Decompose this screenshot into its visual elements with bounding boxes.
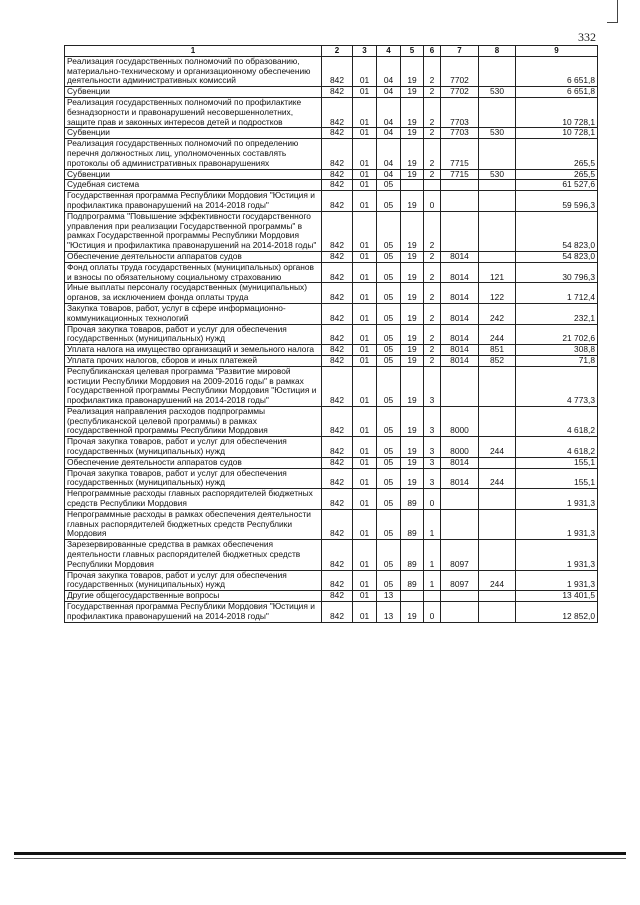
bottom-rule [14,852,626,855]
table-row [65,509,598,539]
row-name-cell: Судебная система [65,180,322,191]
expense-type-cell [479,56,516,86]
direction-cell [441,180,479,191]
section-cell: 01 [353,324,377,345]
subprogram-cell: 3 [424,437,441,458]
subprogram-cell: 2 [424,355,441,366]
expense-type-cell: 244 [479,468,516,489]
amount-cell: 1 931,3 [516,489,598,510]
subsection-cell: 05 [377,191,401,212]
header-cell: 6 [424,46,441,57]
subsection-cell: 05 [377,406,401,436]
table-row [65,191,598,212]
row-name-cell: Уплата налога на имущество организаций и земельного налога [65,345,322,356]
direction-cell [441,211,479,251]
direction-cell [441,602,479,623]
program-cell: 19 [401,303,424,324]
section-cell: 01 [353,180,377,191]
program-cell: 19 [401,211,424,251]
section-cell: 01 [353,283,377,304]
subprogram-cell: 0 [424,191,441,212]
table-row [65,345,598,356]
row-name-cell: Другие общегосударственные вопросы [65,591,322,602]
amount-cell: 1 931,3 [516,509,598,539]
subprogram-cell [424,591,441,602]
program-cell: 19 [401,169,424,180]
section-cell: 01 [353,169,377,180]
expense-type-cell: 852 [479,355,516,366]
code-cell: 842 [322,180,353,191]
code-cell: 842 [322,211,353,251]
row-name-cell: Прочая закупка товаров, работ и услуг для обеспечения государственных (муниципальных) нужд [65,570,322,591]
subsection-cell: 05 [377,180,401,191]
table-row [65,169,598,180]
direction-cell [441,366,479,406]
direction-cell: 8014 [441,251,479,262]
row-name-cell: Прочая закупка товаров, работ и услуг для обеспечения государственных (муниципальных) нужд [65,437,322,458]
expense-type-cell [479,211,516,251]
program-cell: 19 [401,324,424,345]
row-name-cell: Субвенции [65,169,322,180]
expense-type-cell [479,366,516,406]
code-cell: 842 [322,540,353,570]
subsection-cell: 05 [377,345,401,356]
row-name-cell: Обеспечение деятельности аппаратов судов [65,251,322,262]
code-cell: 842 [322,97,353,127]
section-cell: 01 [353,345,377,356]
amount-cell: 155,1 [516,468,598,489]
subprogram-cell: 1 [424,540,441,570]
table-row [65,87,598,98]
amount-cell: 155,1 [516,457,598,468]
program-cell: 19 [401,262,424,283]
section-cell: 01 [353,570,377,591]
row-name-cell: Прочая закупка товаров, работ и услуг для обеспечения государственных (муниципальных) нужд [65,468,322,489]
code-cell: 842 [322,56,353,86]
direction-cell [441,509,479,539]
section-cell: 01 [353,509,377,539]
amount-cell: 308,8 [516,345,598,356]
header-cell: 8 [479,46,516,57]
row-name-cell: Государственная программа Республики Мордовия "Юстиция и профилактика правонарушений на 2014-2018 годы" [65,191,322,212]
subsection-cell: 13 [377,591,401,602]
section-cell: 01 [353,87,377,98]
amount-cell: 1 712,4 [516,283,598,304]
header-cell: 4 [377,46,401,57]
row-name-cell: Зарезервированные средства в рамках обеспечения деятельности главных распорядителей бюджетных средств Республики Мордовия [65,540,322,570]
direction-cell: 8014 [441,262,479,283]
subsection-cell: 05 [377,355,401,366]
table-header-row [65,46,598,57]
direction-cell: 8014 [441,324,479,345]
amount-cell: 6 651,8 [516,56,598,86]
table-row [65,139,598,169]
direction-cell: 8097 [441,540,479,570]
amount-cell: 21 702,6 [516,324,598,345]
table-row [65,591,598,602]
section-cell: 01 [353,262,377,283]
subsection-cell: 05 [377,570,401,591]
row-name-cell: Субвенции [65,128,322,139]
amount-cell: 4 618,2 [516,406,598,436]
row-name-cell: Закупка товаров, работ, услуг в сфере информационно-коммуникационных технологий [65,303,322,324]
subsection-cell: 05 [377,303,401,324]
amount-cell: 61 527,6 [516,180,598,191]
section-cell: 01 [353,406,377,436]
code-cell: 842 [322,128,353,139]
table-row [65,540,598,570]
table-row [65,468,598,489]
section-cell: 01 [353,540,377,570]
amount-cell: 1 931,3 [516,570,598,591]
program-cell: 19 [401,355,424,366]
subsection-cell: 05 [377,324,401,345]
program-cell: 89 [401,509,424,539]
subprogram-cell: 2 [424,211,441,251]
subsection-cell: 05 [377,468,401,489]
header-cell: 7 [441,46,479,57]
expense-type-cell: 851 [479,345,516,356]
direction-cell: 7702 [441,87,479,98]
subsection-cell: 04 [377,139,401,169]
table-row [65,406,598,436]
direction-cell: 7703 [441,97,479,127]
subsection-cell: 05 [377,509,401,539]
subprogram-cell: 3 [424,366,441,406]
code-cell: 842 [322,169,353,180]
program-cell: 19 [401,602,424,623]
table-row [65,211,598,251]
expense-type-cell [479,180,516,191]
section-cell: 01 [353,468,377,489]
section-cell: 01 [353,128,377,139]
row-name-cell: Реализация направления расходов подпрограммы (республиканской целевой программы) в рамках государственной программы Республики Мордовия [65,406,322,436]
program-cell: 89 [401,540,424,570]
amount-cell: 6 651,8 [516,87,598,98]
direction-cell [441,191,479,212]
expense-type-cell: 530 [479,169,516,180]
program-cell: 89 [401,489,424,510]
subprogram-cell: 2 [424,262,441,283]
subprogram-cell: 2 [424,303,441,324]
section-cell: 01 [353,139,377,169]
direction-cell: 8014 [441,345,479,356]
subprogram-cell: 2 [424,139,441,169]
code-cell: 842 [322,509,353,539]
subprogram-cell: 1 [424,509,441,539]
code-cell: 842 [322,366,353,406]
code-cell: 842 [322,489,353,510]
row-name-cell: Реализация государственных полномочий по определению перечня должностных лиц, уполномоченных составлять протоколы об административных правонарушениях [65,139,322,169]
direction-cell: 7715 [441,169,479,180]
expense-type-cell: 122 [479,283,516,304]
section-cell: 01 [353,355,377,366]
section-cell: 01 [353,191,377,212]
subsection-cell: 04 [377,128,401,139]
amount-cell: 54 823,0 [516,251,598,262]
program-cell: 19 [401,366,424,406]
program-cell: 19 [401,191,424,212]
direction-cell [441,591,479,602]
expense-type-cell [479,591,516,602]
subprogram-cell: 2 [424,324,441,345]
subsection-cell: 05 [377,262,401,283]
program-cell: 19 [401,128,424,139]
program-cell: 89 [401,570,424,591]
code-cell: 842 [322,591,353,602]
section-cell: 01 [353,251,377,262]
table-row [65,602,598,623]
program-cell: 19 [401,56,424,86]
subsection-cell: 04 [377,97,401,127]
code-cell: 842 [322,324,353,345]
expense-type-cell [479,251,516,262]
amount-cell: 265,5 [516,139,598,169]
section-cell: 01 [353,97,377,127]
direction-cell: 8014 [441,468,479,489]
row-name-cell: Подпрограмма "Повышение эффективности государственного управления при реализации Государственной программы" в рамках Государственной программы Республики Мордовия "Юстиция и профилактика правонарушений на 2014-2018 годы" [65,211,322,251]
subprogram-cell: 3 [424,406,441,436]
subprogram-cell: 2 [424,128,441,139]
section-cell: 01 [353,303,377,324]
subprogram-cell: 2 [424,251,441,262]
row-name-cell: Иные выплаты персоналу государственных (муниципальных) органов, за исключением фонда оплаты труда [65,283,322,304]
subsection-cell: 05 [377,437,401,458]
program-cell: 19 [401,406,424,436]
header-cell: 9 [516,46,598,57]
subprogram-cell: 1 [424,570,441,591]
row-name-cell: Республиканская целевая программа "Развитие мировой юстиции Республики Мордовия на 2009-2016 годы" в рамках Государственной программы Республики Мордовия "Юстиция и профилактика правонарушений на 2014-2018 годы" [65,366,322,406]
direction-cell: 8097 [441,570,479,591]
code-cell: 842 [322,139,353,169]
table-row [65,366,598,406]
table-row [65,283,598,304]
amount-cell: 71,8 [516,355,598,366]
amount-cell: 265,5 [516,169,598,180]
expense-type-cell: 121 [479,262,516,283]
subsection-cell: 04 [377,56,401,86]
subprogram-cell [424,180,441,191]
expense-type-cell: 530 [479,87,516,98]
amount-cell: 232,1 [516,303,598,324]
header-cell: 3 [353,46,377,57]
code-cell: 842 [322,406,353,436]
amount-cell: 10 728,1 [516,128,598,139]
row-name-cell: Непрограммные расходы главных распорядителей бюджетных средств Республики Мордовия [65,489,322,510]
amount-cell: 4 773,3 [516,366,598,406]
expense-type-cell: 242 [479,303,516,324]
amount-cell: 12 852,0 [516,602,598,623]
code-cell: 842 [322,191,353,212]
subprogram-cell: 0 [424,489,441,510]
table-row [65,180,598,191]
direction-cell: 8014 [441,283,479,304]
amount-cell: 10 728,1 [516,97,598,127]
section-cell: 01 [353,591,377,602]
amount-cell: 13 401,5 [516,591,598,602]
code-cell: 842 [322,303,353,324]
subsection-cell: 05 [377,540,401,570]
subprogram-cell: 2 [424,56,441,86]
code-cell: 842 [322,87,353,98]
expense-type-cell [479,489,516,510]
row-name-cell: Реализация государственных полномочий по образованию, материально-техническому и организационному обеспечению деятельности административных комиссий [65,56,322,86]
table-row [65,437,598,458]
subprogram-cell: 2 [424,169,441,180]
direction-cell: 8014 [441,303,479,324]
expense-type-cell: 244 [479,324,516,345]
code-cell: 842 [322,457,353,468]
expense-type-cell [479,602,516,623]
subprogram-cell: 3 [424,457,441,468]
expense-type-cell [479,540,516,570]
header-cell: 1 [65,46,322,57]
table-row [65,97,598,127]
row-name-cell: Непрограммные расходы в рамках обеспечения деятельности главных распорядителей бюджетных средств Республики Мордовия [65,509,322,539]
table-row [65,251,598,262]
section-cell: 01 [353,366,377,406]
table-row [65,355,598,366]
expense-type-cell: 530 [479,128,516,139]
program-cell: 19 [401,457,424,468]
section-cell: 01 [353,211,377,251]
expense-type-cell [479,139,516,169]
code-cell: 842 [322,262,353,283]
program-cell: 19 [401,468,424,489]
direction-cell: 8014 [441,457,479,468]
page-number: 332 [578,30,596,44]
expense-type-cell [479,97,516,127]
program-cell: 19 [401,97,424,127]
amount-cell: 4 618,2 [516,437,598,458]
code-cell: 842 [322,570,353,591]
code-cell: 842 [322,468,353,489]
section-cell: 01 [353,56,377,86]
direction-cell: 7703 [441,128,479,139]
amount-cell: 30 796,3 [516,262,598,283]
amount-cell: 59 596,3 [516,191,598,212]
direction-cell: 8000 [441,406,479,436]
program-cell: 19 [401,87,424,98]
bottom-rule-thin [14,858,626,859]
table-row [65,128,598,139]
table-row [65,324,598,345]
code-cell: 842 [322,602,353,623]
table-row [65,303,598,324]
section-cell: 01 [353,457,377,468]
code-cell: 842 [322,345,353,356]
section-cell: 01 [353,489,377,510]
direction-cell: 8000 [441,437,479,458]
expense-type-cell [479,406,516,436]
code-cell: 842 [322,283,353,304]
program-cell [401,591,424,602]
subsection-cell: 05 [377,211,401,251]
row-name-cell: Уплата прочих налогов, сборов и иных платежей [65,355,322,366]
program-cell: 19 [401,251,424,262]
page-corner-mark [607,0,618,23]
subsection-cell: 04 [377,169,401,180]
table-row [65,56,598,86]
subprogram-cell: 3 [424,468,441,489]
table-row [65,457,598,468]
subprogram-cell: 2 [424,283,441,304]
program-cell: 19 [401,437,424,458]
table-row [65,570,598,591]
budget-table [64,45,598,623]
header-cell: 2 [322,46,353,57]
row-name-cell: Обеспечение деятельности аппаратов судов [65,457,322,468]
program-cell: 19 [401,139,424,169]
program-cell [401,180,424,191]
row-name-cell: Государственная программа Республики Мордовия "Юстиция и профилактика правонарушений на 2014-2018 годы" [65,602,322,623]
code-cell: 842 [322,251,353,262]
row-name-cell: Субвенции [65,87,322,98]
subsection-cell: 05 [377,251,401,262]
code-cell: 842 [322,437,353,458]
subsection-cell: 04 [377,87,401,98]
row-name-cell: Фонд оплаты труда государственных (муниципальных) органов и взносы по обязательному социальному страхованию [65,262,322,283]
subprogram-cell: 2 [424,345,441,356]
expense-type-cell [479,457,516,468]
subsection-cell: 05 [377,489,401,510]
amount-cell: 54 823,0 [516,211,598,251]
row-name-cell: Реализация государственных полномочий по профилактике безнадзорности и правонарушений несовершеннолетних, защите прав и законных интересов детей и подростков [65,97,322,127]
header-cell: 5 [401,46,424,57]
expense-type-cell: 244 [479,437,516,458]
subsection-cell: 13 [377,602,401,623]
table-row [65,262,598,283]
subprogram-cell: 2 [424,97,441,127]
table-body [65,56,598,622]
subprogram-cell: 0 [424,602,441,623]
subprogram-cell: 2 [424,87,441,98]
table-row [65,489,598,510]
subsection-cell: 05 [377,366,401,406]
code-cell: 842 [322,355,353,366]
direction-cell: 7715 [441,139,479,169]
expense-type-cell: 244 [479,570,516,591]
direction-cell [441,489,479,510]
expense-type-cell [479,191,516,212]
direction-cell: 8014 [441,355,479,366]
direction-cell: 7702 [441,56,479,86]
subsection-cell: 05 [377,283,401,304]
program-cell: 19 [401,283,424,304]
section-cell: 01 [353,437,377,458]
subsection-cell: 05 [377,457,401,468]
program-cell: 19 [401,345,424,356]
section-cell: 01 [353,602,377,623]
expense-type-cell [479,509,516,539]
amount-cell: 1 931,3 [516,540,598,570]
row-name-cell: Прочая закупка товаров, работ и услуг для обеспечения государственных (муниципальных) нужд [65,324,322,345]
